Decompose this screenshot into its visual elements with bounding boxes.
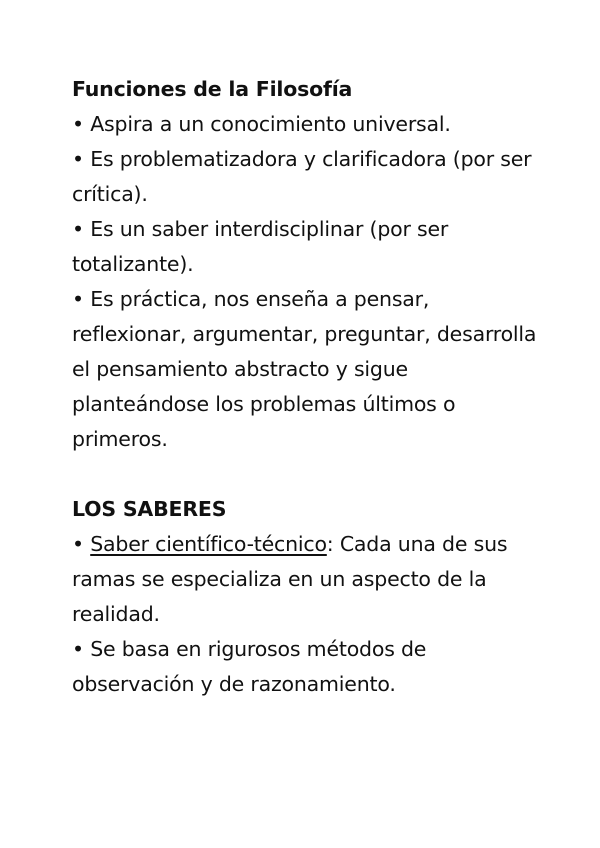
bullet-item-1: • Aspira a un conocimiento universal. [72, 112, 451, 136]
term-saber-cientifico-tecnico: Saber científico-técnico [90, 532, 327, 556]
bullet-mark: • [72, 532, 91, 556]
section-title-funciones: Funciones de la Filosofía [72, 77, 353, 101]
term-definition: : Cada una de sus ramas se especializa en un aspecto de la realidad. [72, 532, 508, 626]
bullet-item-metodos: • Se basa en rigurosos métodos de observación y de razonamiento. [72, 637, 427, 696]
bullet-item-4: • Es práctica, nos enseña a pensar, reflexionar, argumentar, preguntar, desarrolla el pensamiento abstracto y sigue planteándose los problemas últimos o primeros. [72, 287, 537, 451]
bullet-item-2: • Es problematizadora y clarificadora (por ser crítica). [72, 147, 532, 206]
bullet-item-3: • Es un saber interdisciplinar (por ser totalizante). [72, 217, 449, 276]
section-title-saberes: LOS SABERES [72, 497, 227, 521]
document-page [72, 72, 542, 702]
bullet-item-saber-cientifico [72, 527, 542, 632]
paragraph-gap [72, 457, 542, 492]
